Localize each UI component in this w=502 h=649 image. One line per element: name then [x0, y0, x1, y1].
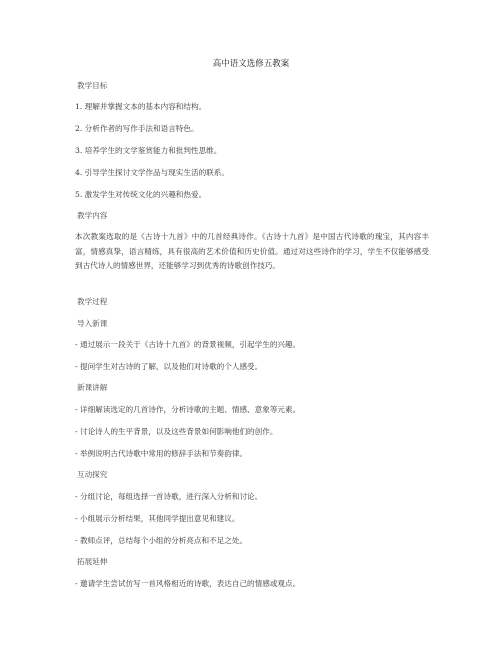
document-title: 高中语文选修五教案	[212, 59, 290, 69]
extend-item-1: - 邀请学生尝试仿写一首风格相近的诗歌，表达自己的情感或观点。	[75, 579, 301, 588]
interact-item-2: - 小组展示分析结果，其他同学提出意见和建议。	[75, 514, 240, 523]
intro-item-1: - 通过展示一段关于《古诗十九首》的背景视频，引起学生的兴趣。	[75, 340, 301, 349]
objective-item-3: 3. 培养学生的文学鉴赏能力和批判性思维。	[75, 146, 222, 155]
objective-item-5: 5. 激发学生对传统文化的兴趣和热爱。	[75, 190, 207, 199]
intro-heading: 导入新课	[77, 319, 108, 328]
interact-item-3: - 教师点评，总结每个小组的分析亮点和不足之处。	[75, 536, 248, 545]
objectives-heading: 教学目标	[77, 81, 108, 90]
lecture-item-3: - 举例说明古代诗歌中常用的修辞手法和节奏韵律。	[75, 449, 248, 458]
interact-heading: 互动探究	[77, 470, 108, 479]
objective-item-1: 1. 理解并掌握文本的基本内容和结构。	[75, 102, 207, 111]
extend-heading: 拓展延伸	[77, 557, 108, 566]
content-paragraph: 本次教案选取的是《古诗十九首》中的几首经典诗作。《古诗十九首》是中国古代诗歌的瑰宝，其内容丰富，情感真挚，语言精练，具有很高的艺术价值和历史价值。通过对这些诗作的学习，学生不仅能够感受到古代诗人的情感世界，还能够学习到优秀的诗歌创作技巧。	[75, 232, 429, 270]
lecture-item-1: - 详细解读选定的几首诗作，分析诗歌的主题、情感、意象等元素。	[75, 405, 301, 414]
objective-item-2: 2. 分析作者的写作手法和语言特色。	[75, 124, 199, 133]
interact-item-1: - 分组讨论，每组选择一首诗歌，进行深入分析和讨论。	[75, 492, 263, 501]
lecture-heading: 新课讲解	[77, 383, 108, 392]
intro-item-2: - 提问学生对古诗的了解，以及他们对诗歌的个人感受。	[75, 362, 263, 371]
lecture-item-2: - 讨论诗人的生平背景，以及这些背景如何影响他们的创作。	[75, 427, 278, 436]
objective-item-4: 4. 引导学生探讨文学作品与现实生活的联系。	[75, 168, 229, 177]
content-heading: 教学内容	[77, 211, 108, 220]
process-heading: 教学过程	[77, 297, 108, 306]
